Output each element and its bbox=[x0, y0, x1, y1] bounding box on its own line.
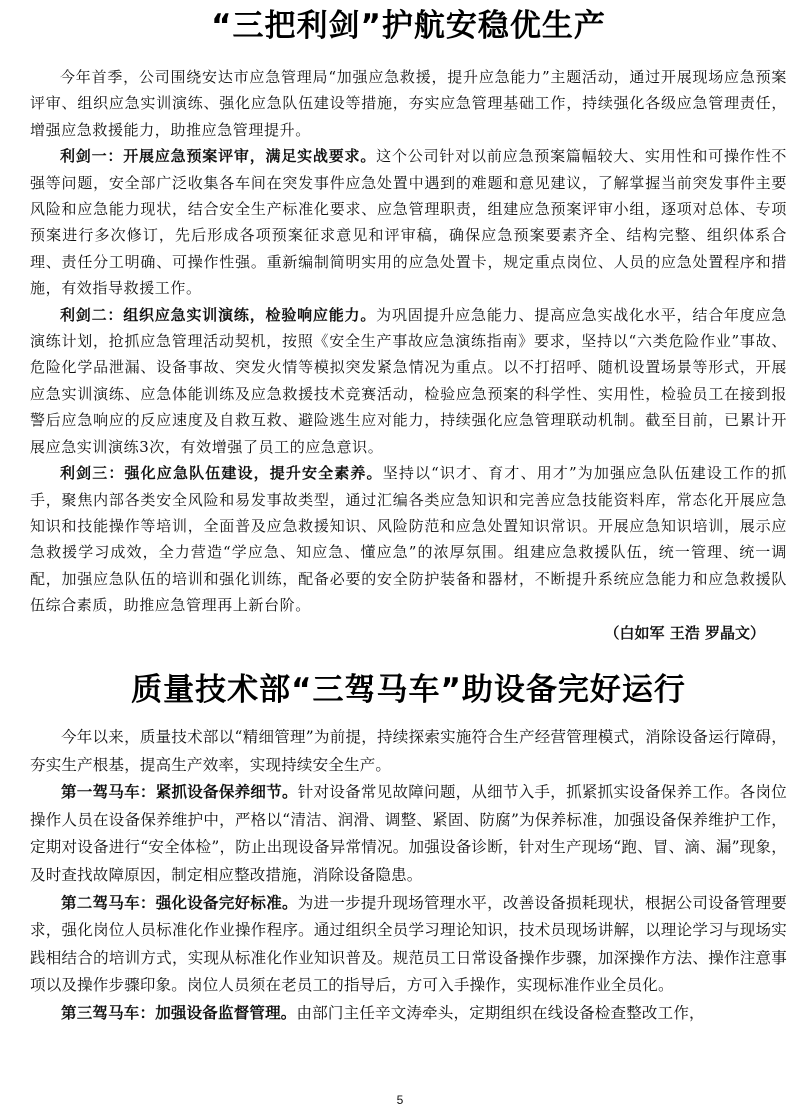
section-lead: 利剑二：组织应急实训演练，检验响应能力。 bbox=[60, 305, 377, 324]
section-text: 为巩固提升应急能力、提高应急实战化水平，结合年度应急演练计划，抢抓应急管理活动契机，按照《安全生产事故应急演练指南》要求，坚持以“六类危险作业”事故、危险化学品泄漏、设备事故、突发火情等模拟突发紧急情况为重点。以不打招呼、随机设置场景等形式，开展应急实训演练、应急体能训练及应急救援技术竞赛活动，检验应急预案的科学性、实用性，检验员工在接到报警后应急响应的反应速度及自救互救、避险逃生应对能力，持续强化应急管理联动机制。截至目前，已累计开展应急实训演练3次，有效增强了员工的应急意识。 bbox=[30, 305, 787, 456]
section-lead: 第一驾马车：紧抓设备保养细节。 bbox=[61, 783, 298, 802]
section-lead: 利剑一：开展应急预案评审，满足实战要求。 bbox=[60, 147, 377, 166]
section-lead: 第三驾马车：加强设备监督管理。 bbox=[61, 1003, 297, 1022]
page-number: 5 bbox=[396, 1093, 404, 1107]
section-text: 坚持以“识才、育才、用才”为加强应急队伍建设工作的抓手，聚焦内部各类安全风险和易发事故类型，通过汇编各类应急知识和完善应急技能资料库，常态化开展应急知识和技能操作等培训，全面普及应急救援知识、风险防范和应急处置知识常识。开展应急知识培训，展示应急救援学习成效，全力营造“学应急、知应急、懂应急”的浓厚氛围。组建应急救援队伍，统一管理、统一调配，加强应急队伍的培训和强化训练，配备必要的安全防护装备和器材，不断提升系统应急能力和应急救援队伍综合素质，助推应急管理再上新台阶。 bbox=[30, 464, 787, 615]
section-text: 为进一步提升现场管理水平，改善设备损耗现状，根据公司设备管理要求，强化岗位人员标准化作业操作程序。通过组织全员学习理论知识，技术员现场讲解，以理论学习与现场实践相结合的培训方式，实现从标准化作业知识普及。规范员工日常设备操作步骤，加深操作方法、操作注意事项以及操作步骤印象。岗位人员须在老员工的指导后，方可入手操作，实现标准作业全员化。 bbox=[30, 893, 787, 995]
section-lead: 利剑三：强化应急队伍建设，提升安全素养。 bbox=[60, 464, 383, 483]
article-emergency bbox=[30, 4, 787, 647]
section-paragraph bbox=[30, 302, 787, 460]
section-paragraph bbox=[30, 1000, 787, 1028]
section-paragraph bbox=[30, 143, 787, 301]
article-intro: 今年以来，质量技术部以“精细管理”为前提，持续探索实施符合生产经营管理模式，消除设备运行障碍，夯实生产根基，提高生产效率，实现持续安全生产。 bbox=[30, 728, 787, 774]
section-text: 这个公司针对以前应急预案篇幅较大、实用性和可操作性不强等问题，安全部广泛收集各车间在突发事件应急处置中遇到的难题和意见建议，了解掌握当前突发事件主要风险和应急能力现状，结合安全生产标准化要求、应急管理职责，组建应急预案评审小组，逐项对总体、专项预案进行多次修订，先后形成各项预案征求意见和评审稿，确保应急预案要素齐全、结构完整、组织体系合理、责任分工明确、可操作性强。重新编制简明实用的应急处置卡，规定重点岗位、人员的应急处置程序和措施，有效指导救援工作。 bbox=[30, 147, 787, 298]
section-paragraph bbox=[30, 890, 787, 1000]
article-byline: （白如军 王浩 罗晶文） bbox=[604, 623, 765, 642]
section-lead: 第二驾马车：强化设备完好标准。 bbox=[61, 893, 298, 912]
section-paragraph bbox=[30, 779, 787, 889]
section-text: 针对设备常见故障问题，从细节入手，抓紧抓实设备保养工作。各岗位操作人员在设备保养维护中，严格以“清洁、润滑、调整、紧固、防腐”为保养标准，加强设备保养维护工作，定期对设备进行“安全体检”，防止出现设备异常情况。加强设备诊断，针对生产现场“跑、冒、滴、漏”现象，及时查找故障原因，制定相应整改措施，消除设备隐患。 bbox=[30, 783, 787, 884]
section-paragraph bbox=[30, 460, 787, 618]
article-intro: 今年首季，公司围绕安达市应急管理局“加强应急救援，提升应急能力”主题活动，通过开展现场应急预案评审、组织应急实训演练、强化应急队伍建设等措施，夯实应急管理基础工作，持续强化各级应急管理责任，增强应急救援能力，助推应急管理提升。 bbox=[30, 68, 787, 139]
article-title: 质量技术部“三驾马车”助设备完好运行 bbox=[131, 672, 686, 708]
article-title: “三把利剑”护航安稳优生产 bbox=[211, 8, 606, 44]
article-equipment bbox=[30, 668, 787, 1028]
section-text: 由部门主任辛文涛牵头，定期组织在线设备检查整改工作， bbox=[296, 1003, 705, 1022]
